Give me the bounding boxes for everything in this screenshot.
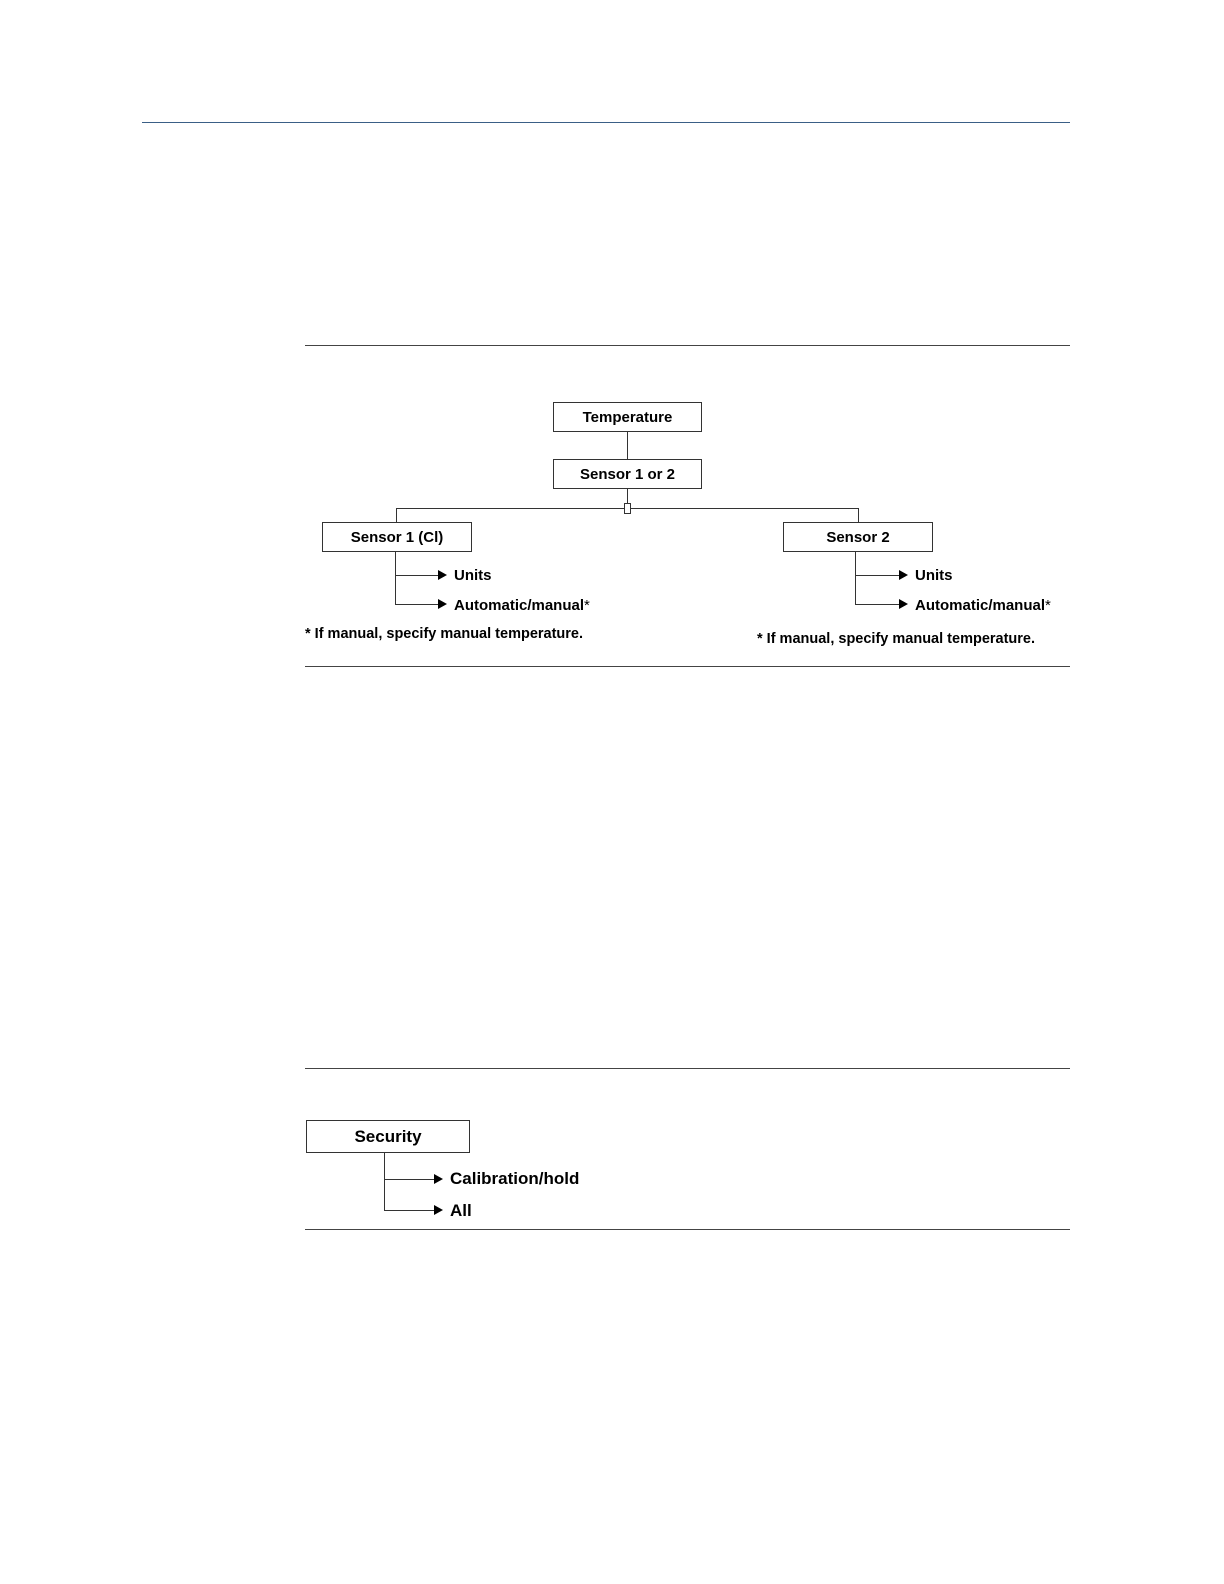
sensor2-units-label: Units: [915, 567, 953, 584]
arrow-right-icon: [438, 599, 447, 609]
arrow-right-icon: [899, 599, 908, 609]
sensor2-box: [783, 522, 933, 552]
sensor1-auto-manual-label: Automatic/manual*: [454, 597, 590, 614]
temperature-label: Temperature: [582, 408, 673, 426]
arrow-line: [384, 1179, 435, 1180]
arrow-right-icon: [434, 1205, 443, 1215]
security-figure-top-rule: [305, 1068, 1070, 1069]
connector-line: [384, 1153, 385, 1211]
arrow-line: [855, 575, 900, 576]
sensor1-box: [322, 522, 472, 552]
security-box: [306, 1120, 470, 1153]
all-label: All: [450, 1201, 472, 1220]
arrow-line: [395, 575, 439, 576]
sensor-selector-label: Sensor 1 or 2: [579, 465, 676, 483]
connector-line: [855, 552, 856, 605]
connector-line: [627, 432, 628, 459]
sensor2-auto-manual-label: Automatic/manual*: [915, 597, 1051, 614]
branch-junction: [624, 503, 631, 514]
arrow-right-icon: [434, 1174, 443, 1184]
security-figure-bottom-rule: [305, 1229, 1070, 1230]
arrow-line: [384, 1210, 435, 1211]
temperature-box: [553, 402, 702, 432]
temperature-figure-top-rule: [305, 345, 1070, 346]
sensor-selector-box: [553, 459, 702, 489]
arrow-line: [395, 604, 439, 605]
sensor1-label: Sensor 1 (Cl): [350, 528, 444, 546]
sensor1-units-label: Units: [454, 567, 492, 584]
arrow-right-icon: [899, 570, 908, 580]
sensor1-footnote: * If manual, specify manual temperature.: [305, 626, 584, 642]
connector-line: [858, 508, 859, 522]
sensor2-footnote: * If manual, specify manual temperature.: [757, 631, 1036, 647]
temperature-figure-bottom-rule: [305, 666, 1070, 667]
connector-line: [395, 552, 396, 605]
connector-line: [396, 508, 397, 522]
security-label: Security: [354, 1126, 422, 1146]
header-rule: [142, 122, 1070, 123]
arrow-right-icon: [438, 570, 447, 580]
calibration-hold-label: Calibration/hold: [450, 1169, 580, 1188]
arrow-line: [855, 604, 900, 605]
sensor2-label: Sensor 2: [826, 528, 890, 546]
